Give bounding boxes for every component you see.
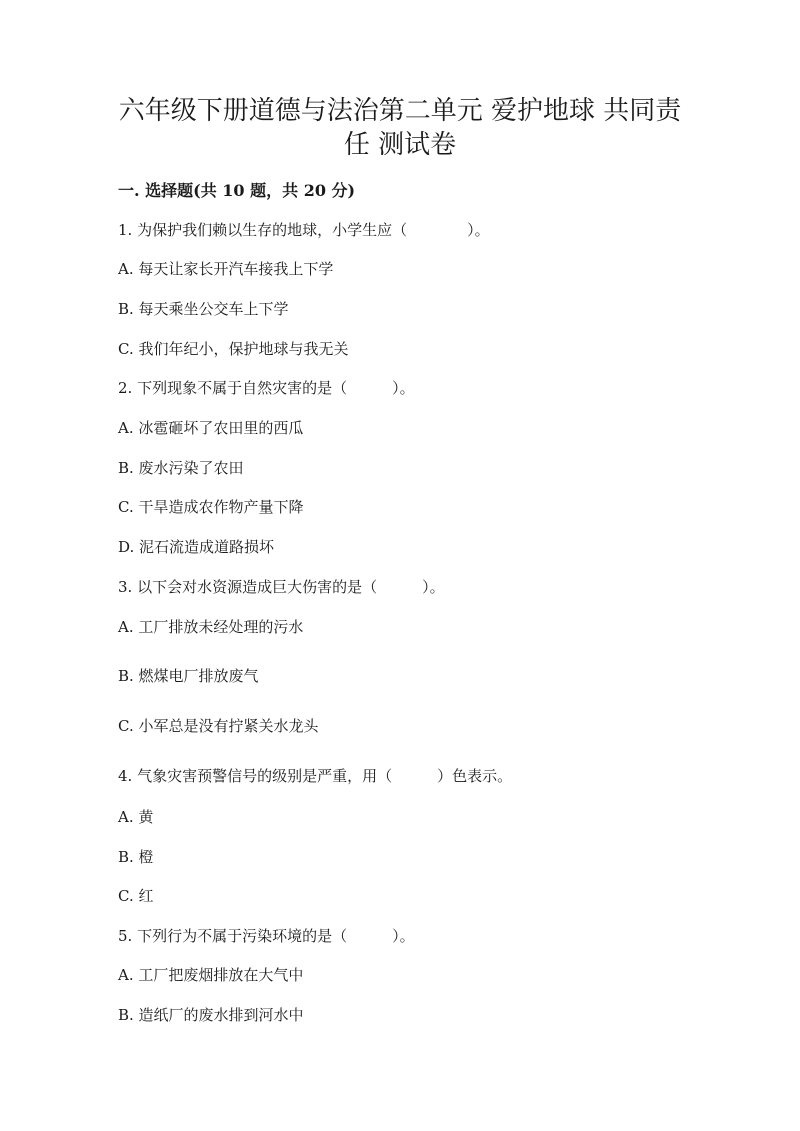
- question-2-option-b: B. 废水污染了农田: [118, 459, 244, 477]
- question-3-option-a: A. 工厂排放未经处理的污水: [118, 618, 304, 636]
- question-4-stem: 4. 气象灾害预警信号的级别是严重，用（ ）色表示。: [118, 767, 513, 785]
- question-5-stem: 5. 下列行为不属于污染环境的是（ ）。: [118, 927, 415, 945]
- question-4-option-a: A. 黄: [118, 808, 154, 826]
- question-5-option-a: A. 工厂把废烟排放在大气中: [118, 966, 304, 984]
- question-2-option-d: D. 泥石流造成道路损坏: [118, 538, 275, 556]
- question-4-option-b: B. 橙: [118, 848, 154, 866]
- question-1-stem: 1. 为保护我们赖以生存的地球，小学生应（ ）。: [118, 221, 490, 239]
- title-line-1: 六年级下册道德与法治第二单元 爱护地球 共同责: [118, 96, 682, 126]
- question-1-option-b: B. 每天乘坐公交车上下学: [118, 300, 289, 318]
- question-3-option-b: B. 燃煤电厂排放废气: [118, 667, 259, 685]
- page-title: [100, 94, 700, 162]
- question-2-option-a: A. 冰雹砸坏了农田里的西瓜: [118, 419, 304, 437]
- question-3-stem: 3. 以下会对水资源造成巨大伤害的是（ ）。: [118, 578, 445, 596]
- question-2-option-c: C. 干旱造成农作物产量下降: [118, 498, 304, 516]
- title-line-2: 任 测试卷: [343, 130, 457, 160]
- question-3-option-c: C. 小军总是没有拧紧关水龙头: [118, 717, 319, 735]
- question-4-option-c: C. 红: [118, 887, 154, 905]
- question-1-option-a: A. 每天让家长开汽车接我上下学: [118, 260, 334, 278]
- question-5-option-b: B. 造纸厂的废水排到河水中: [118, 1006, 304, 1024]
- question-1-option-c: C. 我们年纪小，保护地球与我无关: [118, 340, 349, 358]
- question-2-stem: 2. 下列现象不属于自然灾害的是（ ）。: [118, 379, 415, 397]
- section-heading: 一. 选择题(共 10 题，共 20 分): [118, 181, 356, 200]
